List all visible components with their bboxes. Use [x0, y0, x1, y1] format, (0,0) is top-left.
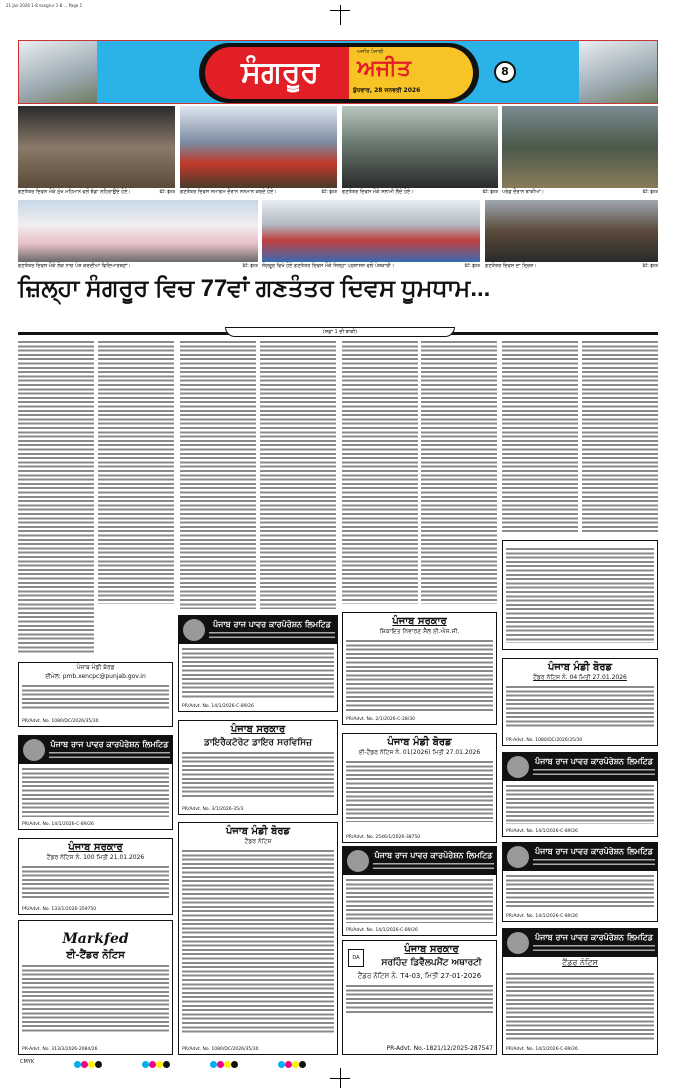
photo-caption: ਗਣਤੰਤਰ ਦਿਵਸ ਮੌਕੇ ਮੁੱਖ ਮਹਿਮਾਨ ਵਲੋਂ ਝੰਡਾ ਲਹਿਰਾਉਂਦੇ ਹੋਏ। ਫੋਟੋ: ਭੁੱਲਰ [18, 189, 175, 195]
photo-caption: ਗਣਤੰਤਰ ਦਿਵਸ ਸਮਾਗਮ ਦੌਰਾਨ ਸਨਮਾਨ ਕਰਦੇ ਹੋਏ। ਫੋਟੋ: ਭੁੱਲਰ [180, 189, 337, 195]
ad-notice [502, 540, 658, 650]
issue-date: ਬੁੱਧਵਾਰ, 28 ਜਨਵਰੀ 2026 [353, 87, 421, 94]
article-column [421, 340, 497, 604]
masthead-photo-left [19, 41, 97, 104]
ad-punjab-govt: ਪੰਜਾਬ ਸਰਕਾਰ ਸ਼ਿਕਾਇਤ ਨਿਵਾਰਣ ਸੈੱਲ ਈ.ਐਸ.ਸੀ. PR/Advt. No. 2/1/2026-C-28/30 [342, 612, 497, 725]
news-photo [180, 106, 337, 188]
news-photo [485, 200, 658, 262]
news-photo [18, 106, 175, 188]
article-column [582, 340, 658, 534]
article-column [180, 340, 256, 609]
ad-pspcl: ਪੰਜਾਬ ਰਾਜ ਪਾਵਰ ਕਾਰਪੋਰੇਸ਼ਨ ਲਿਮਟਿਡ PR/Advt. No. 14/1/2026-C-89/26 [342, 846, 497, 936]
sda-logo-icon: DA [348, 949, 364, 967]
ad-pspcl: ਪੰਜਾਬ ਰਾਜ ਪਾਵਰ ਕਾਰਪੋਰੇਸ਼ਨ ਲਿਮਟਿਡ PR/Advt. No. 14/1/2026-C-89/26 [18, 735, 173, 830]
photo-caption: ਗਣਤੰਤਰ ਦਿਵਸ ਮੌਕੇ ਸਲਾਮੀ ਲੈਂਦੇ ਹੋਏ। ਫੋਟੋ: ਭੁੱਲਰ [342, 189, 498, 195]
brand-tag: ਅਜੀਤ ਪੰਜਾਬੀ [357, 49, 384, 55]
photo-caption: ਗਣਤੰਤਰ ਦਿਵਸ ਦਾ ਦ੍ਰਿਸ਼। ਫੋਟੋ: ਭੁੱਲਰ [485, 263, 658, 269]
pspcl-logo-icon [183, 619, 205, 641]
masthead-photo-right [579, 41, 657, 104]
news-photo [502, 106, 658, 188]
markfed-logo: Markfed [62, 931, 129, 947]
brand-name: ਅਜੀਤ [357, 56, 411, 81]
ad-mandi-board: ਪੰਜਾਬ ਮੰਡੀ ਬੋਰਡ ਟੈਂਡਰ ਨੋਟਿਸ PR/Advt. No. 1080/DC/2026/35/30 [178, 822, 338, 1055]
color-registration-bar: CMYK [20, 1058, 660, 1066]
ad-mandi-board: ਪੰਜਾਬ ਮੰਡੀ ਬੋਰਡ ਈ-ਟੈਂਡਰ ਨੋਟਿਸ ਨੰ. 01(2026) ਮਿਤੀ 27.01.2026 PR/Advt. No. 2546/1/2026-38750 [342, 733, 497, 843]
crop-mark [340, 5, 341, 25]
page-number: 8 [494, 61, 516, 83]
ad-mandi-board: ਪੰਜਾਬ ਮੰਡੀ ਬੋਰਡ ਟੈਂਡਰ ਨੋਟਿਸ ਨੰ. 04 ਮਿਤੀ 27.01.2026 PR-Advt. No. 1080/DC/2026/35/30 [502, 658, 658, 746]
article-column [98, 340, 174, 604]
pspcl-logo-icon [347, 850, 369, 872]
ad-directorate: ਪੰਜਾਬ ਸਰਕਾਰ ਡਾਇਰੈਕਟੋਰੇਟ ਡਾਇਰ ਸਰਵਿਸਿਜ਼ PR/Advt. No. 3/1/2026-35/3 [178, 720, 338, 815]
article-column [260, 340, 336, 609]
ad-pspcl-tender: ਪੰਜਾਬ ਰਾਜ ਪਾਵਰ ਕਾਰਪੋਰੇਸ਼ਨ ਲਿਮਟਿਡ ਟੈਂਡਰ ਨੋਟਿਸ PR/Advt. No. 14/1/2026-C-89/26 [502, 928, 658, 1055]
masthead [18, 40, 658, 104]
ad-pspcl: ਪੰਜਾਬ ਰਾਜ ਪਾਵਰ ਕਾਰਪੋਰੇਸ਼ਨ ਲਿਮਟਿਡ PR/Advt. No. 14/1/2026-C-89/26 [502, 842, 658, 922]
pspcl-logo-icon [507, 846, 529, 868]
photo-caption: ਸੰਗਰੂਰ ਵਿਖੇ ਹੋਏ ਗਣਤੰਤਰ ਦਿਵਸ ਮੌਕੇ ਜ਼ਿਲ੍ਹਾ ਪ੍ਰਸ਼ਾਸਨ ਵਲੋਂ ਪੇਸ਼ਕਾਰੀ। ਫੋਟੋ: ਭੁੱਲਰ [262, 263, 480, 269]
ad-pspcl: ਪੰਜਾਬ ਰਾਜ ਪਾਵਰ ਕਾਰਪੋਰੇਸ਼ਨ ਲਿਮਟਿਡ PR/Advt. No. 14/1/2026-C-89/26 [502, 752, 658, 837]
crop-mark [330, 1078, 350, 1079]
ad-pspcl: ਪੰਜਾਬ ਰਾਜ ਪਾਵਰ ਕਾਰਪੋਰੇਸ਼ਨ ਲਿਮਟਿਡ PR/Advt. No. 14/1/2026-C-89/26 [178, 615, 338, 712]
masthead-logo [199, 43, 479, 103]
photo-caption: ਪਰੇਡ ਦੌਰਾਨ ਝਾਕੀਆਂ। ਫੋਟੋ: ਭੁੱਲਰ [502, 189, 658, 195]
ad-punjab-govt: ਪੰਜਾਬ ਸਰਕਾਰ ਟੈਂਡਰ ਨੋਟਿਸ ਨੰ. 100 ਮਿਤੀ 21.01.2026 PR/Advt. No. 133/1/2026-359750 [18, 838, 173, 915]
pspcl-logo-icon [23, 739, 45, 761]
city-name: ਸੰਗਰੂਰ [205, 47, 355, 99]
news-photo [342, 106, 498, 188]
crop-mark [330, 10, 350, 11]
pspcl-logo-icon [507, 756, 529, 778]
article-column [342, 340, 418, 604]
article-column [502, 340, 578, 534]
news-photo [18, 200, 258, 262]
photo-caption: ਗਣਤੰਤਰ ਦਿਵਸ ਮੌਕੇ ਲੋਕ ਨਾਚ ਪੇਸ਼ ਕਰਦੀਆਂ ਵਿਦਿਆਰਥਣਾਂ। ਫੋਟੋ: ਭੁੱਲਰ [18, 263, 258, 269]
continued-label: (ਸਫ਼ਾ 1 ਦੀ ਬਾਕੀ) [225, 327, 455, 337]
main-headline: ਜ਼ਿਲ੍ਹਾ ਸੰਗਰੂਰ ਵਿਚ 77ਵਾਂ ਗਣਤੰਤਰ ਦਿਵਸ ਧੂਮਧਾਮ... [18, 275, 491, 302]
pspcl-logo-icon [507, 932, 529, 954]
ad-sda: DA ਪੰਜਾਬ ਸਰਕਾਰ ਸਰਹਿੰਦ ਡਿਵੈੱਲਪਮੈਂਟ ਅਥਾਰਟੀ ਟੈਂਡਰ ਨੋਟਿਸ ਨੰ. T4-03, ਮਿਤੀ 27-01-2026 PR-Advt. No.-1821/12/2025-287547 [342, 940, 497, 1055]
article-column [18, 340, 94, 654]
news-photo [262, 200, 480, 262]
ad-mandi-board: ਪੰਜਾਬ ਮੰਡੀ ਬੋਰਡ ਈਮੇਲ: pmb.xencpc@punjab.gov.in PR/Advt. No. 1080/DC/2026/35/30 [18, 662, 173, 727]
ad-markfed: Markfed ਈ-ਟੈਂਡਰ ਨੋਟਿਸ PR-Advt. No. 313/3/2026-2084/26 [18, 920, 173, 1055]
print-slug: 21 Jan 2026 1-8 sangrur 1-8 ... Page 1 [6, 3, 83, 8]
